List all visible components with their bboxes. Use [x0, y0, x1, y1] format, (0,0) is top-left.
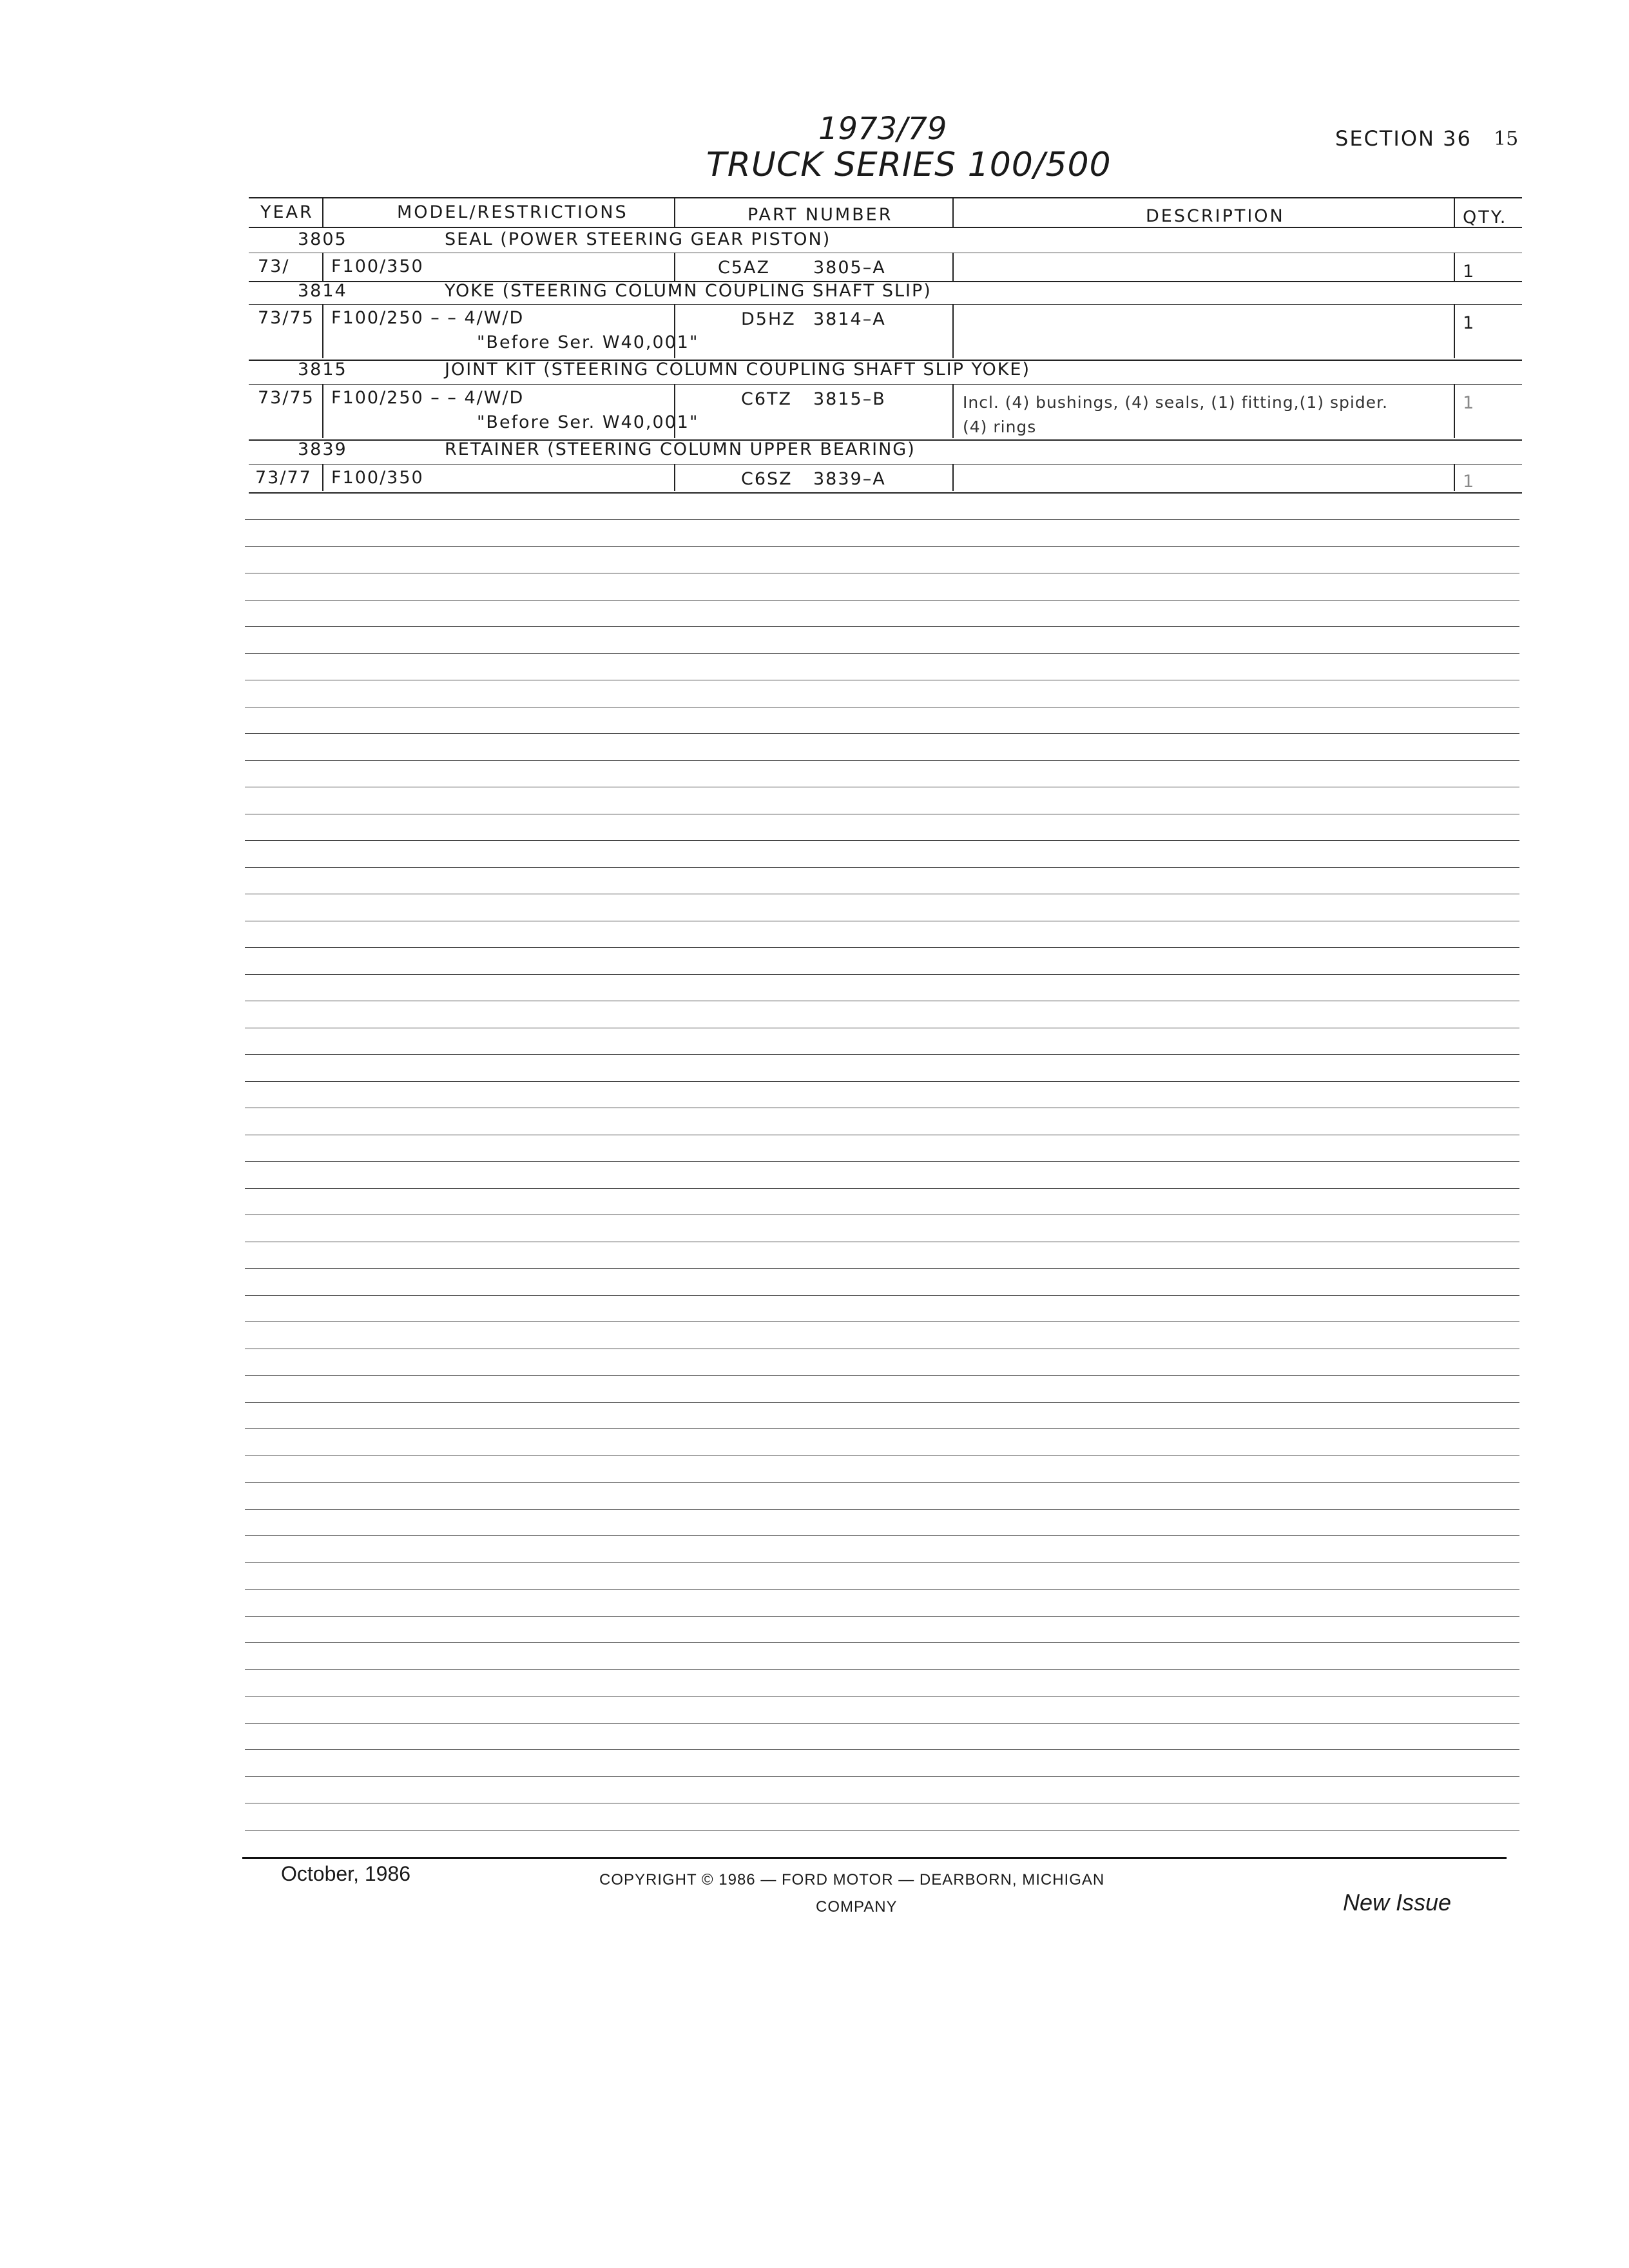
- row-year: 73/: [258, 256, 290, 276]
- group-title: YOKE (STEERING COLUMN COUPLING SHAFT SLIP): [445, 281, 932, 301]
- ruled-line: [245, 1428, 1519, 1429]
- row-description: Incl. (4) bushings, (4) seals, (1) fitting,(1) spider.: [963, 393, 1388, 412]
- group-title: SEAL (POWER STEERING GEAR PISTON): [445, 229, 831, 249]
- group-code: 3839: [298, 439, 347, 459]
- ruled-line: [245, 546, 1519, 547]
- col-header-model: MODEL/RESTRICTIONS: [397, 202, 628, 222]
- ruled-line: [245, 653, 1519, 654]
- row-qty: 1: [1463, 393, 1476, 413]
- row-part-prefix: C5AZ: [718, 258, 770, 278]
- col-divider: [952, 384, 954, 438]
- ruled-line: [245, 1776, 1519, 1777]
- col-divider: [322, 384, 323, 438]
- footer-issue-status: New Issue: [1343, 1889, 1452, 1916]
- ruled-line: [245, 600, 1519, 601]
- col-divider: [322, 464, 323, 491]
- row-part-suffix: 3839–A: [813, 469, 886, 489]
- year-col-divider: [322, 197, 323, 227]
- col-divider: [952, 464, 954, 491]
- ruled-line: [245, 1482, 1519, 1483]
- col-divider: [952, 304, 954, 358]
- ruled-line: [245, 1669, 1519, 1670]
- row-qty: 1: [1463, 472, 1476, 492]
- group-code: 3805: [298, 229, 347, 249]
- footer-copyright: COPYRIGHT © 1986 — FORD MOTOR — DEARBORN, MICHIGAN: [599, 1871, 1105, 1888]
- footer-date: October, 1986: [281, 1862, 411, 1885]
- ruled-line: [245, 1642, 1519, 1643]
- col-divider: [952, 253, 954, 281]
- ruled-line: [245, 1268, 1519, 1269]
- col-header-year: YEAR: [260, 202, 314, 222]
- col-divider: [1454, 304, 1455, 358]
- model-col-divider: [674, 197, 675, 227]
- row-restriction: "Before Ser. W40,001": [477, 332, 699, 352]
- ruled-line: [245, 1830, 1519, 1831]
- col-divider: [674, 464, 675, 491]
- group-code: 3814: [298, 281, 347, 301]
- ruled-line: [245, 760, 1519, 761]
- row-rule: [249, 464, 1522, 465]
- col-divider: [322, 253, 323, 281]
- col-divider: [1454, 464, 1455, 491]
- footer-rule: [242, 1857, 1507, 1859]
- ruled-line: [245, 1161, 1519, 1162]
- ruled-line: [245, 1535, 1519, 1536]
- ruled-line: [245, 1723, 1519, 1724]
- row-rule: [249, 304, 1522, 305]
- ruled-line: [245, 1749, 1519, 1750]
- ruled-line: [245, 1562, 1519, 1563]
- ruled-line: [245, 1375, 1519, 1376]
- row-rule: [249, 492, 1522, 494]
- desc-col-divider: [1454, 197, 1455, 227]
- ruled-line: [245, 1295, 1519, 1296]
- ruled-line: [245, 1589, 1519, 1590]
- row-description-cont: (4) rings: [963, 418, 1037, 436]
- ruled-line: [245, 1402, 1519, 1403]
- row-part-suffix: 3815–B: [813, 389, 886, 409]
- ruled-line: [245, 840, 1519, 841]
- row-model: F100/350: [331, 468, 424, 488]
- col-divider: [1454, 384, 1455, 438]
- row-part-prefix: C6SZ: [741, 469, 793, 489]
- part-col-divider: [952, 197, 954, 227]
- section-label: SECTION 36: [1335, 126, 1472, 151]
- row-model: F100/250 – – 4/W/D: [331, 388, 525, 408]
- group-title: JOINT KIT (STEERING COLUMN COUPLING SHAFT SLIP YOKE): [445, 360, 1031, 380]
- row-model: F100/250 – – 4/W/D: [331, 308, 525, 328]
- col-divider: [674, 253, 675, 281]
- page-number: 15: [1494, 128, 1519, 150]
- col-divider: [674, 384, 675, 438]
- row-year: 73/75: [258, 308, 314, 328]
- row-part-suffix: 3814–A: [813, 309, 886, 329]
- col-divider: [322, 304, 323, 358]
- ruled-line: [245, 1509, 1519, 1510]
- row-part-prefix: D5HZ: [741, 309, 796, 329]
- table-top-rule: [249, 197, 1522, 198]
- col-divider: [1454, 253, 1455, 281]
- ruled-line: [245, 733, 1519, 734]
- ruled-line: [245, 947, 1519, 948]
- ruled-line: [245, 974, 1519, 975]
- footer-company: COMPANY: [816, 1898, 898, 1916]
- row-part-suffix: 3805–A: [813, 258, 886, 278]
- ruled-line: [245, 626, 1519, 627]
- row-rule: [249, 384, 1522, 385]
- col-header-qty: QTY.: [1463, 207, 1508, 227]
- header-bottom-rule: [249, 227, 1522, 228]
- row-qty: 1: [1463, 313, 1476, 333]
- row-part-prefix: C6TZ: [741, 389, 793, 409]
- catalog-series-title: TRUCK SERIES 100/500: [706, 146, 1112, 184]
- group-title: RETAINER (STEERING COLUMN UPPER BEARING): [445, 439, 916, 459]
- col-header-part: PART NUMBER: [747, 205, 893, 225]
- ruled-line: [245, 867, 1519, 868]
- ruled-line: [245, 1616, 1519, 1617]
- ruled-line: [245, 1081, 1519, 1082]
- group-code: 3815: [298, 360, 347, 380]
- ruled-line: [245, 519, 1519, 520]
- col-header-description: DESCRIPTION: [1146, 206, 1285, 226]
- catalog-years: 1973/79: [818, 111, 947, 147]
- row-qty: 1: [1463, 262, 1476, 282]
- row-restriction: "Before Ser. W40,001": [477, 412, 699, 432]
- ruled-line: [245, 1054, 1519, 1055]
- row-year: 73/77: [255, 468, 312, 488]
- ruled-line: [245, 1188, 1519, 1189]
- ruled-line: [245, 1321, 1519, 1322]
- row-year: 73/75: [258, 388, 314, 408]
- row-model: F100/350: [331, 256, 424, 276]
- col-divider: [674, 304, 675, 358]
